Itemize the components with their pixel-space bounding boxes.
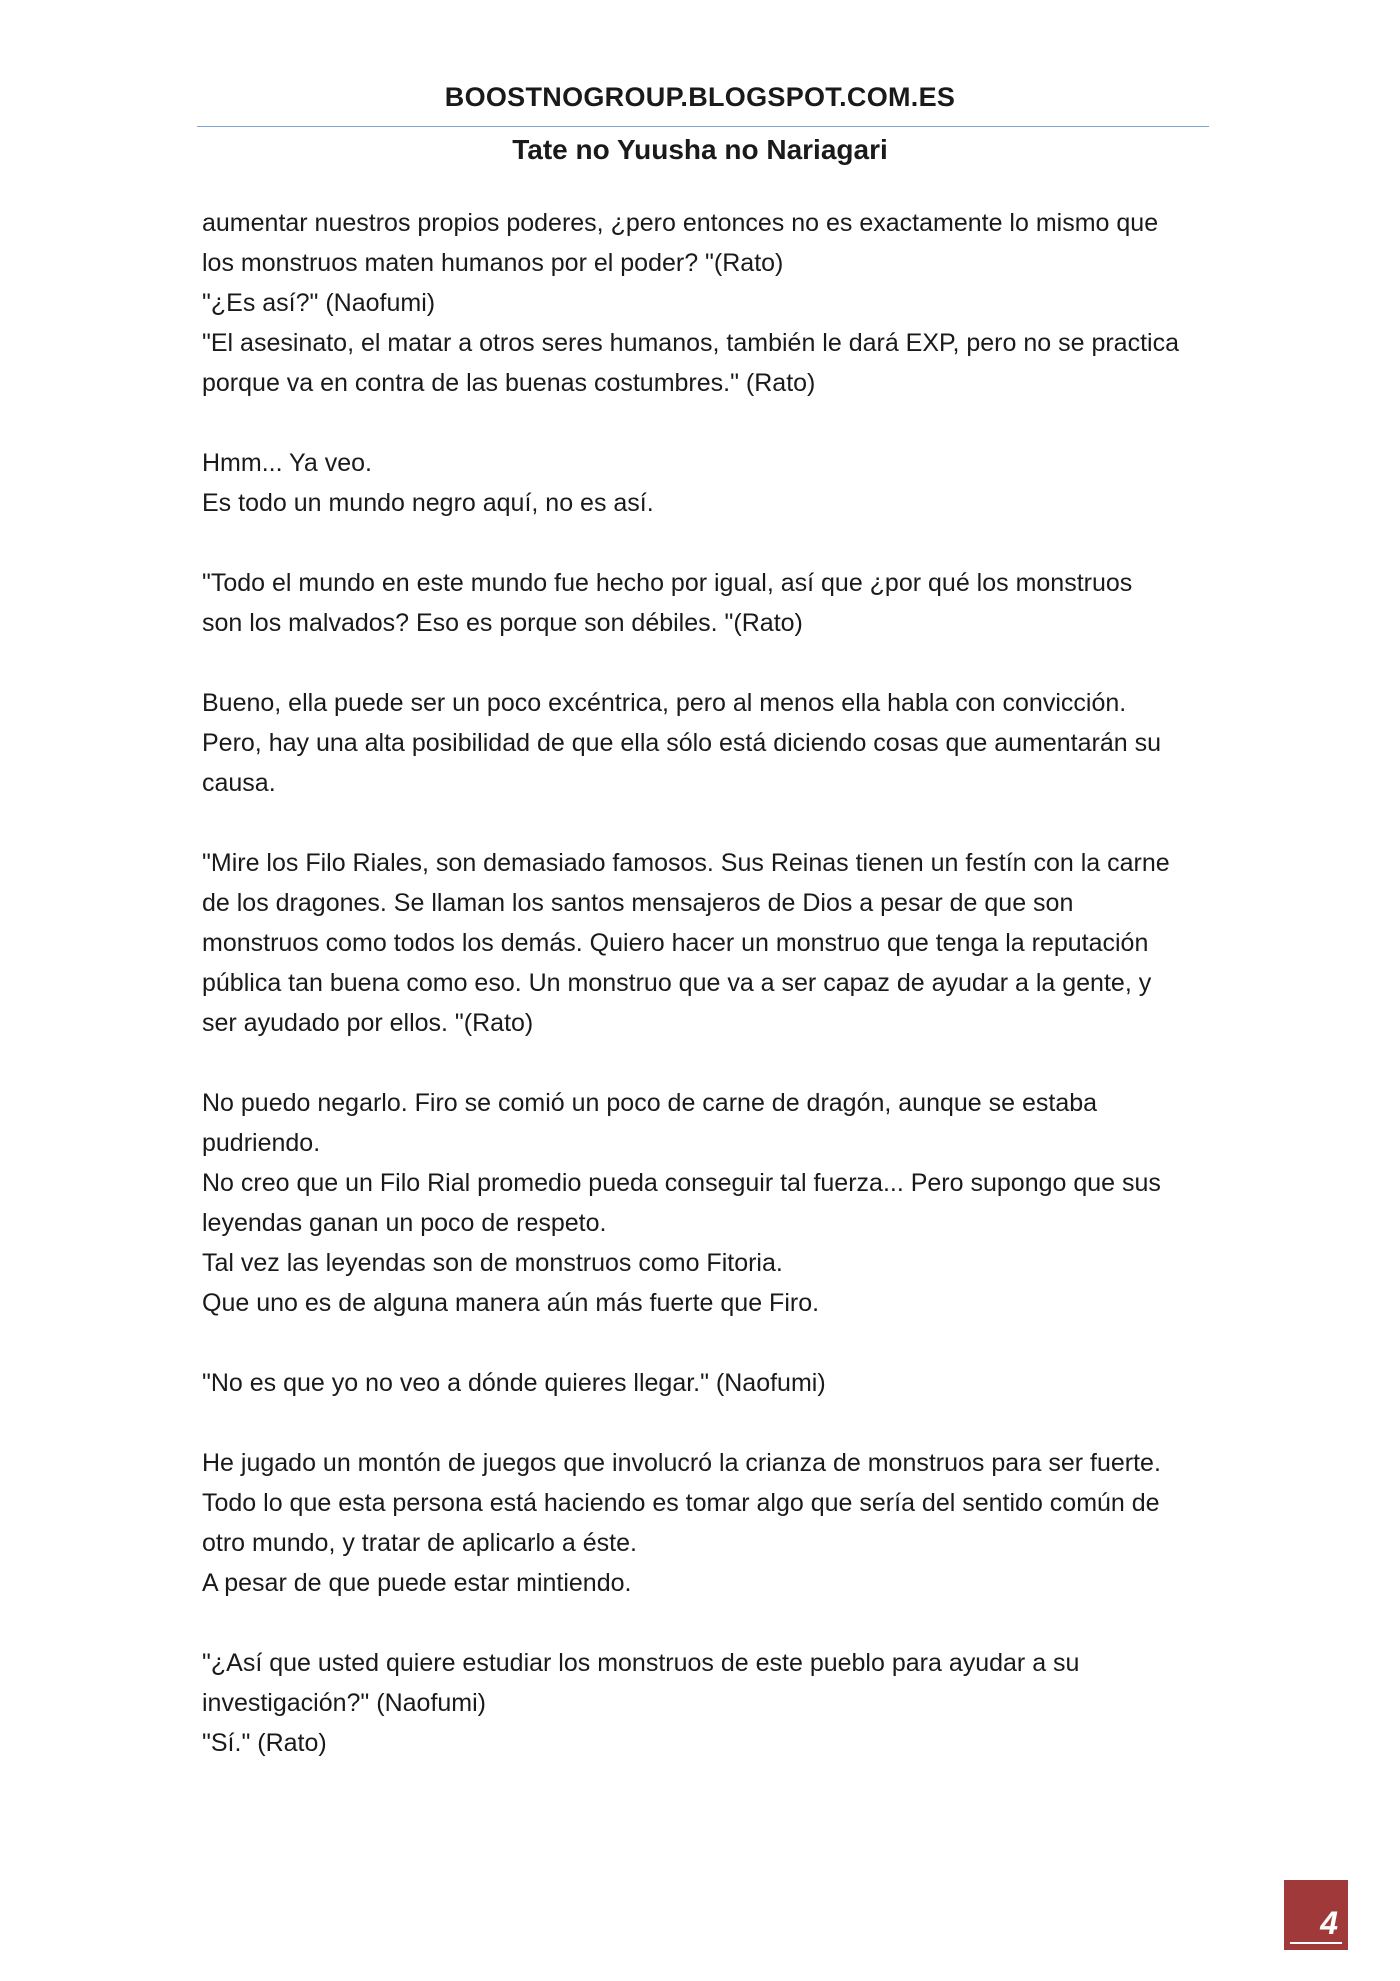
paragraph: Hmm... Ya veo. Es todo un mundo negro aquí, no es así. xyxy=(202,449,654,517)
document-title: Tate no Yuusha no Nariagari xyxy=(512,134,888,165)
paragraph: "Todo el mundo en este mundo fue hecho por igual, así que ¿por qué los monstruos son los malvados? Eso es porque son débiles. "(Rato) xyxy=(202,569,1133,637)
paragraph: aumentar nuestros propios poderes, ¿pero entonces no es exactamente lo mismo que los monstruos maten humanos por el poder? "(Rato) "¿Es así?" (Naofumi) "El asesinato, el matar a otros seres humanos, también le dará EXP, pero no se practica porque va en contra de las buenas costumbres." (Rato) xyxy=(202,209,1179,397)
page-number: 4 xyxy=(1320,1905,1338,1941)
paragraph: "¿Así que usted quiere estudiar los monstruos de este pueblo para ayudar a su investigación?" (Naofumi) "Sí." (Rato) xyxy=(202,1649,1080,1757)
page-number-badge xyxy=(1284,1880,1348,1950)
paragraph: Bueno, ella puede ser un poco excéntrica, pero al menos ella habla con convicción. Pero, hay una alta posibilidad de que ella sólo está diciendo cosas que aumentarán su causa. xyxy=(202,689,1161,797)
paragraph: "No es que yo no veo a dónde quieres llegar." (Naofumi) xyxy=(202,1369,826,1397)
header-site-url: BOOSTNOGROUP.BLOGSPOT.COM.ES xyxy=(444,82,956,112)
header-divider xyxy=(197,126,1209,127)
paragraph: No puedo negarlo. Firo se comió un poco de carne de dragón, aunque se estaba pudriendo. No creo que un Filo Rial promedio pueda conseguir tal fuerza... Pero supongo que sus leyendas ganan un poco de respeto. Tal vez las leyendas son de monstruos como Fitoria. Que uno es de alguna manera aún más fuerte que Firo. xyxy=(202,1089,1161,1317)
paragraph: He jugado un montón de juegos que involucró la crianza de monstruos para ser fuerte. Todo lo que esta persona está haciendo es tomar algo que sería del sentido común de otro mundo, y tratar de aplicarlo a éste. A pesar de que puede estar mintiendo. xyxy=(202,1449,1161,1597)
paragraph: "Mire los Filo Riales, son demasiado famosos. Sus Reinas tienen un festín con la carne de los dragones. Se llaman los santos mensajeros de Dios a pesar de que son monstruos como todos los demás. Quiero hacer un monstruo que tenga la reputación pública tan buena como eso. Un monstruo que va a ser capaz de ayudar a la gente, y ser ayudado por ellos. "(Rato) xyxy=(202,849,1170,1037)
page-number-underline xyxy=(1290,1942,1342,1944)
page-body xyxy=(202,203,1212,1763)
